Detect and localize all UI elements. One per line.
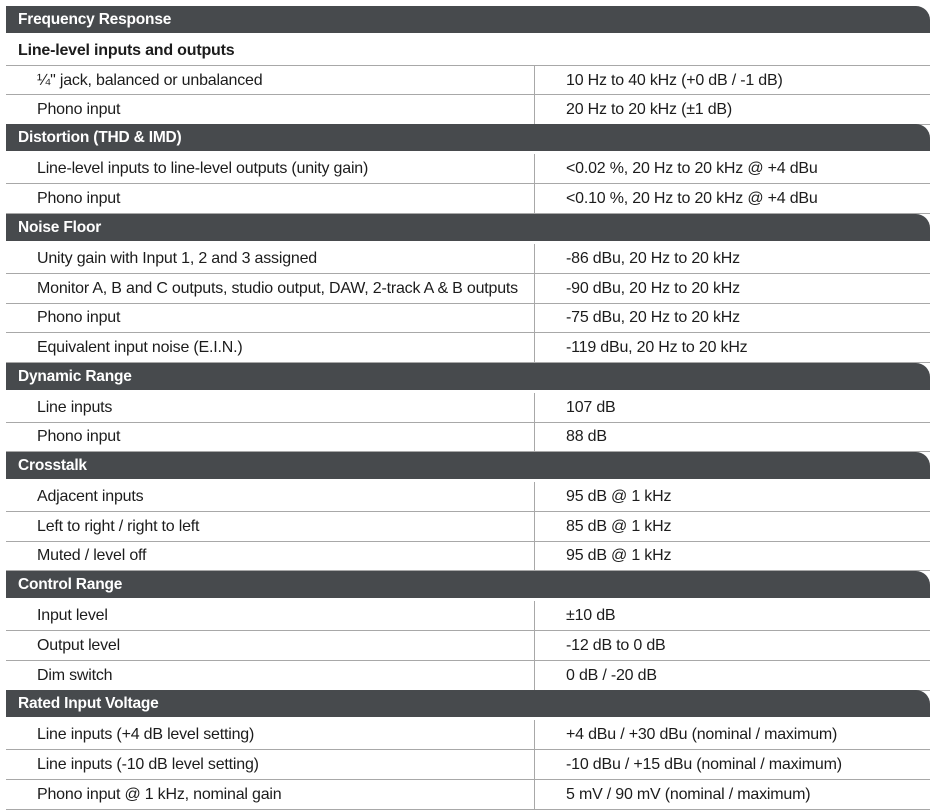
spec-value: 107 dB — [566, 399, 616, 416]
spec-row — [6, 512, 930, 542]
spec-label: Muted / level off — [37, 547, 147, 564]
section-header: Distortion (THD & IMD) — [6, 124, 930, 151]
section-header: Noise Floor — [6, 214, 930, 241]
spec-value: ±10 dB — [566, 607, 616, 624]
spec-label: Line inputs (-10 dB level setting) — [37, 756, 259, 773]
spec-row — [6, 184, 930, 214]
column-divider — [534, 274, 535, 304]
spec-row — [6, 720, 930, 750]
column-divider — [534, 303, 535, 333]
spec-label: Phono input — [37, 190, 121, 207]
spec-row — [6, 631, 930, 661]
column-divider — [534, 95, 535, 125]
column-divider — [534, 541, 535, 571]
spec-value: 20 Hz to 20 kHz (±1 dB) — [566, 101, 733, 118]
spec-value: <0.10 %, 20 Hz to 20 kHz @ +4 dBu — [566, 190, 818, 207]
spec-value: 88 dB — [566, 428, 607, 445]
column-divider — [534, 601, 535, 631]
column-divider — [534, 393, 535, 423]
section-header: Frequency Response — [6, 6, 930, 33]
spec-row — [6, 65, 930, 95]
spec-label: Input level — [37, 607, 108, 624]
spec-label: Unity gain with Input 1, 2 and 3 assigned — [37, 250, 317, 267]
spec-label: Phono input — [37, 309, 121, 326]
section-subheader: Line-level inputs and outputs — [18, 42, 235, 59]
column-divider — [534, 512, 535, 542]
section-header: Crosstalk — [6, 452, 930, 479]
spec-value: 95 dB @ 1 kHz — [566, 488, 672, 505]
spec-value: 10 Hz to 40 kHz (+0 dB / -1 dB) — [566, 72, 783, 89]
spec-value: -86 dBu, 20 Hz to 20 kHz — [566, 250, 740, 267]
spec-value: -12 dB to 0 dB — [566, 637, 666, 654]
section-header: Control Range — [6, 571, 930, 598]
spec-label: Phono input @ 1 kHz, nominal gain — [37, 786, 282, 803]
spec-value: -90 dBu, 20 Hz to 20 kHz — [566, 280, 740, 297]
spec-value: 85 dB @ 1 kHz — [566, 518, 672, 535]
spec-value: +4 dBu / +30 dBu (nominal / maximum) — [566, 726, 838, 743]
spec-value: -75 dBu, 20 Hz to 20 kHz — [566, 309, 740, 326]
spec-label: Equivalent input noise (E.I.N.) — [37, 339, 243, 356]
spec-label: Monitor A, B and C outputs, studio output, DAW, 2-track A & B outputs — [37, 280, 518, 297]
column-divider — [534, 631, 535, 661]
spec-row — [6, 244, 930, 274]
spec-row — [6, 541, 930, 571]
column-divider — [534, 482, 535, 512]
spec-value: <0.02 %, 20 Hz to 20 kHz @ +4 dBu — [566, 160, 818, 177]
spec-value: 95 dB @ 1 kHz — [566, 547, 672, 564]
spec-label: Output level — [37, 637, 120, 654]
spec-label: Phono input — [37, 428, 121, 445]
column-divider — [534, 184, 535, 214]
section-header: Dynamic Range — [6, 363, 930, 390]
spec-label: Phono input — [37, 101, 121, 118]
spec-value: -119 dBu, 20 Hz to 20 kHz — [566, 339, 748, 356]
column-divider — [534, 661, 535, 691]
column-divider — [534, 154, 535, 184]
column-divider — [534, 333, 535, 363]
spec-row — [6, 482, 930, 512]
spec-row — [6, 601, 930, 631]
spec-label: Line-level inputs to line-level outputs (unity gain) — [37, 160, 369, 177]
spec-row — [6, 393, 930, 423]
spec-row — [6, 333, 930, 363]
spec-row — [6, 750, 930, 780]
spec-label: Dim switch — [37, 667, 113, 684]
spec-label: Adjacent inputs — [37, 488, 144, 505]
spec-value: -10 dBu / +15 dBu (nominal / maximum) — [566, 756, 842, 773]
spec-row — [6, 95, 930, 125]
column-divider — [534, 422, 535, 452]
spec-row — [6, 154, 930, 184]
spec-row — [6, 303, 930, 333]
column-divider — [534, 244, 535, 274]
section-header: Rated Input Voltage — [6, 690, 930, 717]
spec-label: Left to right / right to left — [37, 518, 200, 535]
spec-value: 0 dB / -20 dB — [566, 667, 657, 684]
spec-row — [6, 422, 930, 452]
spec-value: 5 mV / 90 mV (nominal / maximum) — [566, 786, 811, 803]
column-divider — [534, 66, 535, 96]
column-divider — [534, 750, 535, 780]
column-divider — [534, 720, 535, 750]
spec-row — [6, 274, 930, 304]
spec-label: Line inputs — [37, 399, 113, 416]
spec-label: Line inputs (+4 dB level setting) — [37, 726, 255, 743]
spec-row — [6, 661, 930, 691]
spec-label: ¼" jack, balanced or unbalanced — [37, 72, 263, 89]
